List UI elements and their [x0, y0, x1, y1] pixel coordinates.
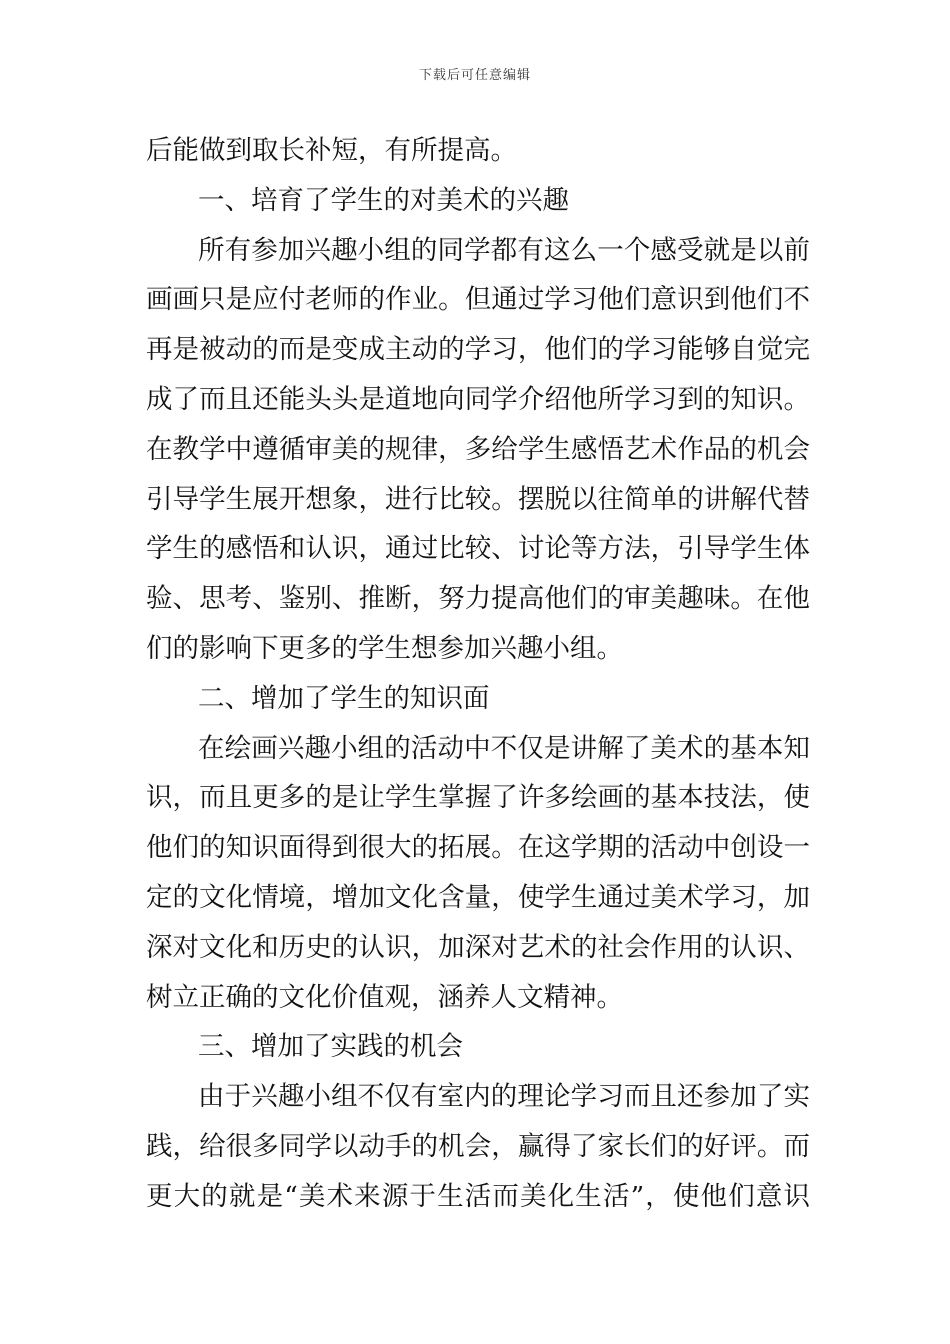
- text-line: 们的影响下更多的学生想参加兴趣小组。: [146, 632, 623, 664]
- text-line: 由于兴趣小组不仅有室内的理论学习而且还参加了实: [198, 1081, 810, 1113]
- text-line: 识，而且更多的是让学生掌握了许多绘画的基本技法，使: [146, 782, 810, 814]
- text-line: 树立正确的文化价值观，涵养人文精神。: [146, 981, 623, 1013]
- section-heading: 三、增加了实践的机会: [198, 1031, 463, 1063]
- text-line: 深对文化和历史的认识，加深对艺术的社会作用的认识、: [146, 931, 810, 963]
- text-line: 他们的知识面得到很大的拓展。在这学期的活动中创设一: [146, 832, 810, 864]
- text-line: 后能做到取长补短，有所提高。: [146, 135, 517, 166]
- text-line: 在绘画兴趣小组的活动中不仅是讲解了美术的基本知: [198, 732, 810, 764]
- document-body: [146, 126, 810, 1222]
- text-line: 画画只是应付老师的作业。但通过学习他们意识到他们不: [146, 284, 810, 316]
- text-line: 再是被动的而是变成主动的学习，他们的学习能够自觉完: [146, 334, 810, 366]
- text-line: 所有参加兴趣小组的同学都有这么一个感受就是以前: [198, 234, 810, 266]
- text-line: 践，给很多同学以动手的机会，赢得了家长们的好评。而: [146, 1130, 810, 1162]
- page-header: 下载后可任意编辑: [418, 68, 531, 83]
- text-line: 引导学生展开想象，进行比较。摆脱以往简单的讲解代替: [146, 483, 810, 515]
- text-line: 在教学中遵循审美的规律，多给学生感悟艺术作品的机会: [146, 433, 810, 465]
- section-heading: 二、增加了学生的知识面: [198, 682, 490, 714]
- section-heading: 一、培育了学生的对美术的兴趣: [198, 184, 569, 216]
- text-line: 定的文化情境，增加文化含量，使学生通过美术学习，加: [146, 881, 810, 913]
- text-line: 学生的感悟和认识，通过比较、讨论等方法，引导学生体: [146, 533, 810, 565]
- text-line: 成了而且还能头头是道地向同学介绍他所学习到的知识。: [146, 383, 810, 415]
- text-line: 更大的就是“美术来源于生活而美化生活”，使他们意识: [146, 1180, 810, 1212]
- text-line: 验、思考、鉴别、推断，努力提高他们的审美趣味。在他: [146, 583, 810, 615]
